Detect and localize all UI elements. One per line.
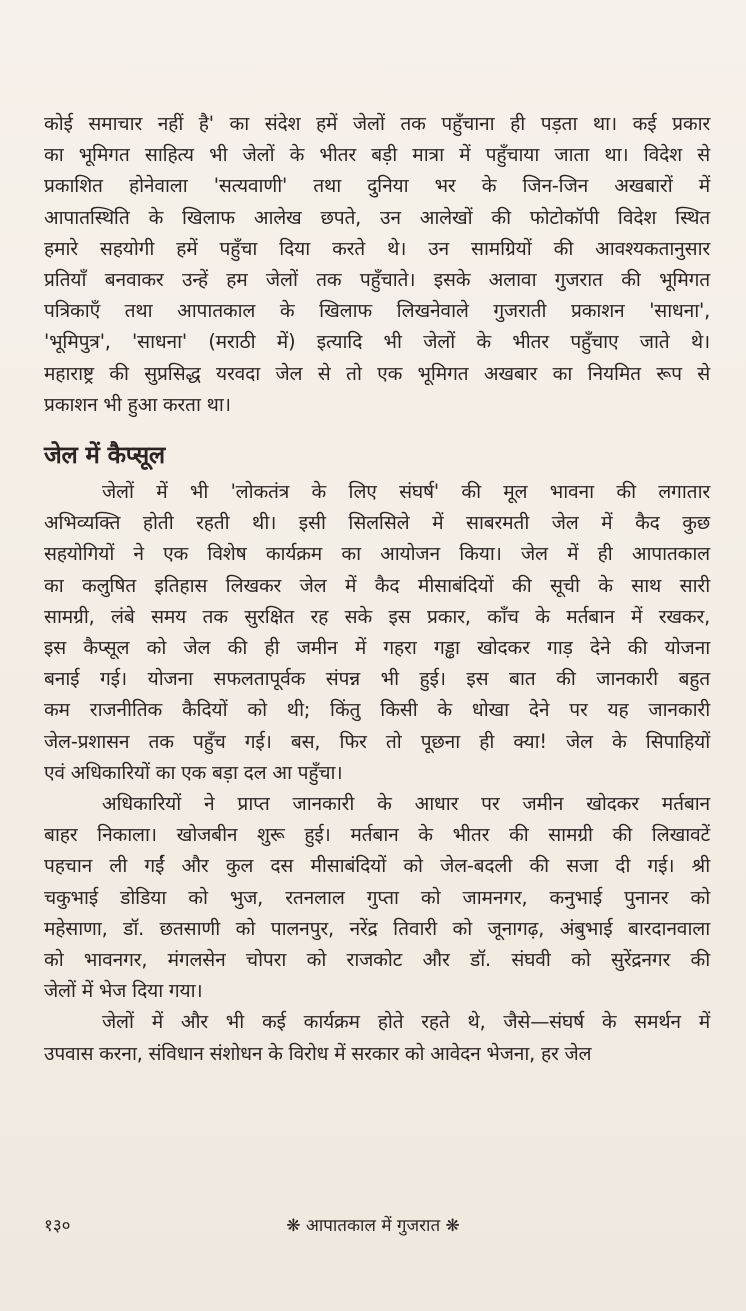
- text-line: जेलों में और भी कई कार्यक्रम होते रहते थे, जैसे—संघर्ष के समर्थन में: [102, 1010, 710, 1034]
- text-line: सामग्री, लंबे समय तक सुरक्षित रह सके इस प्रकार, काँच के मर्तबान में रखकर,: [44, 604, 710, 628]
- text-line: एवं अधिकारियों का एक बड़ा दल आ पहुँचा।: [44, 760, 343, 784]
- page-body: [44, 108, 710, 1069]
- text-line: बाहर निकाला। खोजबीन शुरू हुई। मर्तबान के भीतर की सामग्री की लिखावटें: [44, 823, 710, 847]
- text-line: जेलों में भी 'लोकतंत्र के लिए संघर्ष' की मूल भावना की लगातार: [102, 480, 710, 504]
- text-line: बनाई गई। योजना सफलतापूर्वक संपन्न भी हुई। इस बात की जानकारी बहुत: [44, 667, 710, 691]
- text-line: उपवास करना, संविधान संशोधन के विरोध में सरकार को आवेदन भेजना, हर जेल: [44, 1041, 592, 1065]
- opening-paragraphs: [44, 108, 710, 420]
- text-line: जेलों में भेज दिया गया।: [44, 979, 203, 1003]
- text-line: को भावनगर, मंगलसेन चोपरा को राजकोट और डॉ. संघवी को सुरेंद्रनगर की: [44, 948, 710, 972]
- text-line: पत्रिकाएँ तथा आपातकाल के खिलाफ लिखनेवाले गुजराती प्रकाशन 'साधना',: [44, 299, 710, 323]
- paragraph: [44, 788, 710, 1006]
- text-line: आपातस्थिति के खिलाफ आलेख छपते, उन आलेखों की फोटोकॉपी विदेश स्थित: [44, 205, 710, 229]
- text-line: हमारे सहयोगी हमें पहुँचा दिया करते थे। उन सामग्रियों की आवश्यकतानुसार: [44, 236, 710, 260]
- text-line: 'भूमिपुत्र', 'साधना' (मराठी में) इत्यादि भी जेलों के भीतर पहुँचाए जाते थे।: [44, 330, 710, 354]
- text-line: इस कैप्सूल को जेल की ही जमीन में गहरा गड्ढा खोदकर गाड़ देने की योजना: [44, 636, 710, 660]
- text-line: महेसाणा, डॉ. छतसाणी को पालनपुर, नरेंद्र तिवारी को जूनागढ़, अंबुभाई बारदानवाला: [44, 916, 710, 940]
- page-footer: [0, 1213, 746, 1243]
- text-line: महाराष्ट्र की सुप्रसिद्ध यरवदा जेल से तो एक भूमिगत अखबार का नियमित रूप से: [44, 361, 710, 385]
- section-heading: जेल में कैप्सूल: [44, 441, 165, 470]
- text-line: का भूमिगत साहित्य भी जेलों के भीतर बड़ी मात्रा में पहुँचाया जाता था। विदेश से: [44, 143, 710, 167]
- text-line: कम राजनीतिक कैदियों को थी; किंतु किसी के धोखा देने पर यह जानकारी: [44, 698, 710, 722]
- page-number: १३०: [44, 1216, 71, 1236]
- text-line: चकुभाई डोडिया को भुज, रतनलाल गुप्ता को जामनगर, कनुभाई पुनानर को: [44, 885, 710, 909]
- running-title: ❋ आपातकाल में गुजरात ❋: [286, 1216, 460, 1236]
- paragraph: [44, 108, 710, 420]
- text-line: पहचान ली गईं और कुल दस मीसाबंदियों को जेल-बदली की सजा दी गई। श्री: [44, 854, 710, 878]
- paragraph: [44, 1006, 710, 1068]
- text-line: प्रतियाँ बनवाकर उन्हें हम जेलों तक पहुँचाते। इसके अलावा गुजरात की भूमिगत: [44, 268, 710, 292]
- text-line: जेल-प्रशासन तक पहुँच गई। बस, फिर तो पूछना ही क्या! जेल के सिपाहियों: [44, 729, 710, 753]
- paragraph: [44, 476, 710, 788]
- text-line: अभिव्यक्ति होती रहती थी। इसी सिलसिले में साबरमती जेल में कैद कुछ: [44, 511, 710, 535]
- text-line: प्रकाशित होनेवाला 'सत्यवाणी' तथा दुनिया भर के जिन-जिन अखबारों में: [44, 174, 710, 198]
- text-line: कोई समाचार नहीं है' का संदेश हमें जेलों तक पहुँचाना ही पड़ता था। कई प्रकार: [44, 112, 710, 135]
- text-line: प्रकाशन भी हुआ करता था।: [44, 392, 231, 416]
- text-line: अधिकारियों ने प्राप्त जानकारी के आधार पर जमीन खोदकर मर्तबान: [102, 792, 710, 816]
- text-line: का कलुषित इतिहास लिखकर जेल में कैद मीसाबंदियों की सूची के साथ सारी: [44, 573, 710, 597]
- text-line: सहयोगियों ने एक विशेष कार्यक्रम का आयोजन किया। जेल में ही आपातकाल: [44, 542, 710, 566]
- section-paragraphs: [44, 476, 710, 1069]
